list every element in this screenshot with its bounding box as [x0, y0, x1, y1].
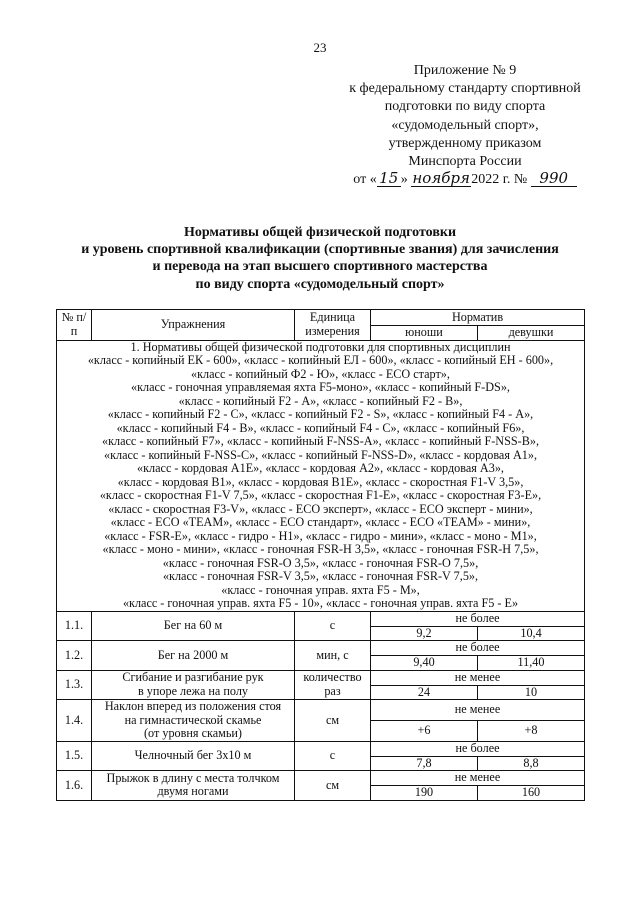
exercise-line: в упоре лежа на полу [137, 683, 249, 698]
exercise-line: Наклон вперед из положения стоя [104, 699, 282, 713]
value-girls: +8 [478, 721, 585, 741]
value-boys: 190 [371, 786, 478, 801]
value-boys: +6 [371, 721, 478, 741]
section-line: «класс - гоночная FSR-O 3,5», «класс - гоночная FSR-O 7,5», [162, 555, 479, 570]
exercise-line: Бег на 2000 м [157, 647, 229, 662]
appendix-lines [300, 62, 630, 171]
appendix-block [300, 62, 630, 189]
value-boys: 24 [371, 685, 478, 700]
value-girls: 10 [478, 685, 585, 700]
value-boys: 7,8 [371, 756, 478, 771]
order-day: 15 [377, 171, 401, 187]
order-prefix: от « [353, 172, 377, 188]
title-line: и перевода на этап высшего спортивного мастерства [152, 259, 488, 275]
unit [295, 771, 371, 801]
value-girls: 8,8 [478, 756, 585, 771]
order-sep: » [400, 172, 408, 188]
section-line: «класс - FSR-E», «класс - гидро - Н1», «класс - гидро - мини», «класс - моно - М1», [104, 528, 537, 543]
exercise-name [92, 741, 295, 771]
table-row [57, 670, 585, 685]
section-line: «класс - моно - мини», «класс - гоночная FSR-H 3,5», «класс - гоночная FSR-H 7,5», [102, 542, 539, 556]
value-boys: 9,2 [371, 626, 478, 641]
row-number: 1.4. [57, 700, 92, 742]
appendix-line: утвержденному приказом [388, 135, 542, 151]
section-line: «класс - копийный ЕК - 600», «класс - копийный ЕЛ - 600», «класс - копийный ЕН - 600», [87, 353, 554, 367]
section-line: «класс - гоночная управляемая яхта F5-моно», «класс - копийный F-DS», [131, 380, 510, 394]
appendix-line: подготовки по виду спорта [384, 99, 546, 115]
value-boys: 9,40 [371, 656, 478, 671]
unit [295, 611, 371, 641]
row-number: 1.1. [57, 611, 92, 641]
criterion: не менее [371, 670, 585, 685]
header-num: № п/п [57, 310, 92, 341]
norms-table-body [57, 340, 585, 800]
row-number: 1.3. [57, 670, 92, 700]
exercise-name [92, 641, 295, 671]
order-year: 2022 г. № [471, 172, 528, 188]
criterion: не более [371, 611, 585, 626]
appendix-line: Минспорта России [408, 154, 522, 170]
exercise-line: (от уровня скамьи) [144, 726, 242, 740]
appendix-line: Приложение № 9 [413, 63, 517, 78]
table-row [57, 700, 585, 721]
header-girls: девушки [478, 326, 585, 341]
section-line: «класс - копийный Ф2 - Ю», «класс - ECO старт», [191, 366, 450, 381]
appendix-line: к федеральному стандарту спортивной [349, 81, 581, 97]
order-line [300, 171, 630, 189]
value-girls: 160 [478, 786, 585, 801]
unit-line: см [325, 777, 340, 792]
section-line: «класс - скоростная F1-V 7,5», «класс - скоростная F1-Е», «класс - скоростная F3-Е», [99, 488, 542, 502]
section-line: «класс - копийный F-NSS-C», «класс - копийный F-NSS-D», «класс - кордовая А1», [103, 447, 538, 462]
section-line: «класс - копийный F2 - А», «класс - копийный F2 - В», [178, 393, 463, 408]
header-unit: Единица измерения [295, 310, 371, 341]
unit [295, 741, 371, 771]
section-line: «класс - гоночная FSR-V 3,5», «класс - гоночная FSR-V 7,5», [162, 569, 479, 583]
section-line: «класс - ECO «TEAM», «класс - ECO стандарт», «класс - ECO «TEAM» - мини», [110, 515, 531, 529]
exercise-line: Сгибание и разгибание рук [122, 670, 264, 685]
row-number: 1.5. [57, 741, 92, 771]
unit [295, 670, 371, 700]
exercise-line: Прыжок в длину с места толчком [106, 770, 280, 785]
appendix-line: «судомодельный спорт», [391, 117, 539, 133]
page-number: 23 [313, 40, 327, 55]
row-number: 1.2. [57, 641, 92, 671]
criterion: не более [371, 641, 585, 656]
unit-line: раз [324, 683, 341, 698]
value-girls: 10,4 [478, 626, 585, 641]
exercise-name [92, 611, 295, 641]
unit-line: мин, с [316, 647, 349, 662]
exercise-name [92, 771, 295, 801]
section-line: «класс - копийный F4 - В», «класс - копийный F4 - С», «класс - копийный F6», [116, 420, 525, 435]
unit-line: см [325, 712, 340, 727]
header-boys: юноши [371, 326, 478, 341]
section-line: «класс - кордовая А1Е», «класс - кордовая А2», «класс - кордовая А3», [137, 461, 504, 475]
section-header [57, 340, 585, 611]
section-line: «класс - копийный F2 - С», «класс - копийный F2 - S», «класс - копийный F4 - А», [107, 407, 534, 421]
unit-line: с [329, 748, 336, 762]
exercise-line: Челночный бег 3х10 м [134, 748, 252, 762]
header-exercise: Упражнения [92, 310, 295, 341]
unit [295, 641, 371, 671]
criterion: не более [371, 741, 585, 756]
exercise-name [92, 670, 295, 700]
header-norm: Норматив [371, 310, 585, 326]
order-number: 990 [531, 171, 577, 187]
exercise-name [92, 700, 295, 742]
title-line: по виду спорта «судомодельный спорт» [195, 276, 445, 292]
table-row [57, 771, 585, 786]
row-number: 1.6. [57, 771, 92, 801]
title-line: и уровень спортивной квалификации (спортивные звания) для зачисления [81, 242, 559, 258]
exercise-line: на гимнастической скамье [124, 712, 262, 727]
exercise-line: двумя ногами [157, 784, 229, 799]
table-row [57, 741, 585, 756]
table-row [57, 641, 585, 656]
table-row [57, 611, 585, 626]
title-line: Нормативы общей физической подготовки [183, 225, 457, 240]
document-title [0, 224, 640, 293]
value-girls: 11,40 [478, 656, 585, 671]
order-month: ноября [412, 169, 470, 188]
criterion: не менее [371, 700, 585, 721]
norms-table [56, 309, 585, 801]
unit [295, 700, 371, 742]
section-line: 1. Нормативы общей физической подготовки для спортивных дисциплин [130, 339, 511, 354]
exercise-line: Бег на 60 м [163, 618, 223, 632]
section-line: «класс - копийный F7», «класс - копийный F-NSS-A», «класс - копийный F-NSS-B», [102, 434, 539, 448]
unit-line: с [329, 618, 336, 632]
section-line: «класс - кордовая В1», «класс - кордовая В1Е», «класс - скоростная F1-V 3,5», [117, 474, 524, 489]
section-line: «класс - гоночная управ. яхта F5 - 10», «класс - гоночная управ. яхта F5 - Е» [122, 596, 519, 610]
criterion: не менее [371, 771, 585, 786]
section-line: «класс - скоростная F3-V», «класс - ECO эксперт», «класс - ECO эксперт - мини», [108, 501, 533, 516]
unit-line: количество [303, 670, 362, 685]
section-line: «класс - гоночная управ. яхта F5 - М», [221, 582, 420, 597]
